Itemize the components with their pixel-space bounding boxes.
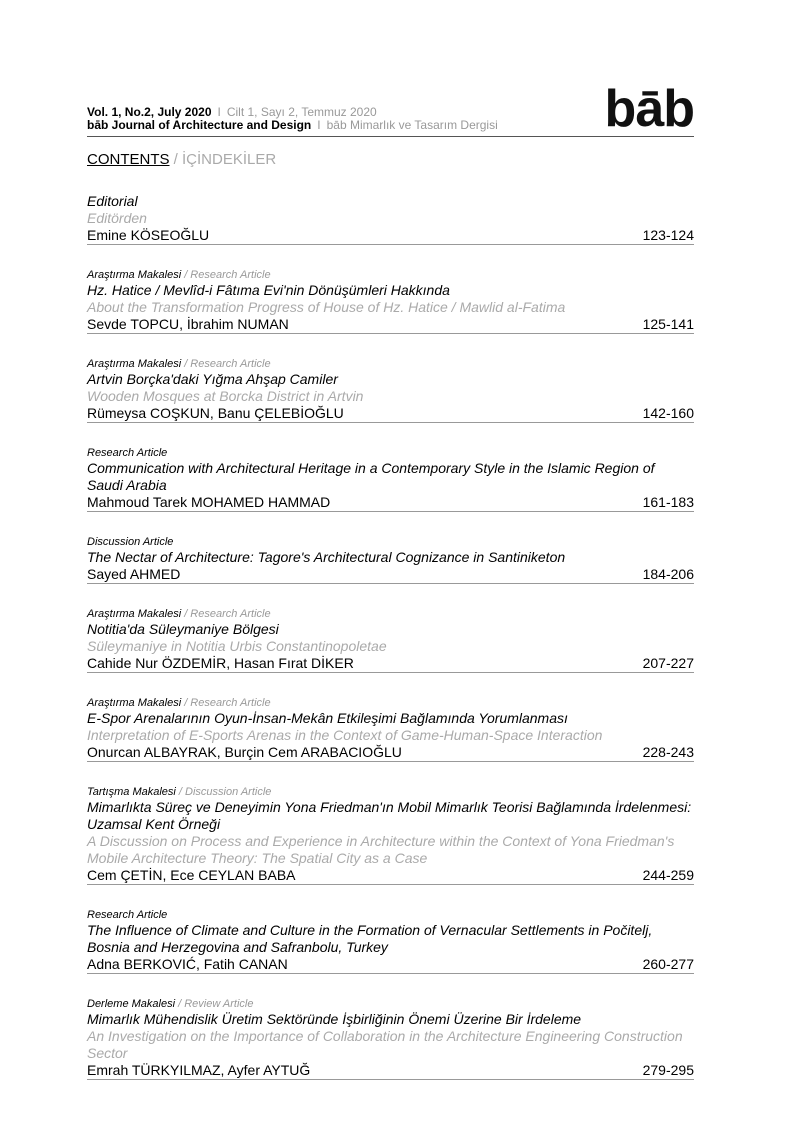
toc-entry[interactable] [87,909,694,974]
entry-title: The Nectar of Architecture: Tagore's Architectural Cognizance in Santiniketon [87,549,566,565]
entry-authors: Rümeysa COŞKUN, Banu ÇELEBİOĞLU [87,405,344,421]
entry-title: Communication with Architectural Heritage in a Contemporary Style in the Islamic Region of Saudi Arabia [87,460,655,493]
toc-entry[interactable] [87,998,694,1080]
toc-entry[interactable] [87,786,694,885]
entry-pages: 123-124 [642,227,694,243]
entry-authors: Cahide Nur ÖZDEMİR, Hasan Fırat DİKER [87,655,354,671]
entry-title: E-Spor Arenalarının Oyun-İnsan-Mekân Etkileşimi Bağlamında Yorumlanması [87,710,568,726]
toc-entry[interactable] [87,358,694,423]
entry-subtitle: About the Transformation Progress of House of Hz. Hatice / Mawlid al-Fatima [87,299,566,315]
entry-authors: Emrah TÜRKYILMAZ, Ayfer AYTUĞ [87,1062,311,1078]
contents-heading-tr: / İÇİNDEKİLER [169,151,277,168]
entry-pages: 184-206 [642,566,694,582]
volume-tr: Cilt 1, Sayı 2, Temmuz 2020 [226,105,377,119]
entry-pages: 228-243 [642,744,694,760]
contents-heading [87,151,276,168]
entry-title: Editorial [87,193,138,209]
journal-header [87,80,694,138]
entry-pages: 142-160 [642,405,694,421]
entry-pages: 125-141 [642,316,694,332]
entry-subtitle: A Discussion on Process and Experience in Architecture within the Context of Yona Friedman's Mobile Architecture Theory: The Spatial City as a Case [87,833,675,866]
toc-entry[interactable] [87,193,694,245]
entry-subtitle: Wooden Mosques at Borcka District in Artvin [87,388,364,404]
entry-pages: 279-295 [642,1062,694,1078]
entry-pages: 244-259 [642,867,694,883]
entry-subtitle: Editörden [87,210,147,226]
entry-authors: Sayed AHMED [87,566,181,582]
toc-entry[interactable] [87,269,694,334]
entry-title: Mimarlık Mühendislik Üretim Sektöründe İşbirliğinin Önemi Üzerine Bir İrdeleme [87,1011,582,1027]
entry-title: Notitia'da Süleymaniye Bölgesi [87,621,279,637]
header-separator: I [217,105,221,119]
entry-authors: Cem ÇETİN, Ece CEYLAN BABA [87,867,296,883]
volume-en: Vol. 1, No.2, July 2020 [87,105,212,119]
entry-pages: 207-227 [642,655,694,671]
toc-list [87,193,694,1104]
entry-type: Research Article [87,909,168,921]
entry-subtitle: An Investigation on the Importance of Collaboration in the Architecture Engineering Construction Sector [87,1028,683,1061]
entry-pages: 260-277 [642,956,694,972]
contents-heading-en: CONTENTS [87,151,170,168]
toc-entry[interactable] [87,697,694,762]
entry-authors: Onurcan ALBAYRAK, Burçin Cem ARABACIOĞLU [87,744,402,760]
entry-subtitle: Süleymaniye in Notitia Urbis Constantinopoletae [87,638,387,654]
entry-authors: Sevde TOPCU, İbrahim NUMAN [87,316,289,332]
toc-entry[interactable] [87,447,694,512]
entry-type: Research Article [87,447,168,459]
entry-type: Araştırma Makalesi / Research Article [87,608,271,620]
entry-type: Derleme Makalesi / Review Article [87,998,254,1010]
entry-type: Tartışma Makalesi / Discussion Article [87,786,272,798]
journal-line [87,119,694,132]
entry-authors: Adna BERKOVIĆ, Fatih CANAN [87,956,288,972]
entry-title: Hz. Hatice / Mevlîd-i Fâtıma Evi'nin Dönüşümleri Hakkında [87,282,450,298]
journal-name-en: bāb Journal of Architecture and Design [87,118,312,132]
entry-pages: 161-183 [642,494,694,510]
entry-title: The Influence of Climate and Culture in the Formation of Vernacular Settlements in Počitelj, Bosnia and Herzegovina and Safranbolu, Turkey [87,922,653,955]
entry-type: Discussion Article [87,536,174,548]
header-separator: I [317,118,321,132]
entry-title: Artvin Borçka'daki Yığma Ahşap Camiler [87,371,338,387]
entry-type: Araştırma Makalesi / Research Article [87,358,271,370]
toc-entry[interactable] [87,536,694,584]
entry-subtitle: Interpretation of E-Sports Arenas in the Context of Game-Human-Space Interaction [87,727,603,743]
entry-authors: Emine KÖSEOĞLU [87,227,210,243]
journal-name-tr: bāb Mimarlık ve Tasarım Dergisi [326,118,498,132]
entry-authors: Mahmoud Tarek MOHAMED HAMMAD [87,494,331,510]
entry-type: Araştırma Makalesi / Research Article [87,697,271,709]
entry-title: Mimarlıkta Süreç ve Deneyimin Yona Friedman'ın Mobil Mimarlık Teorisi Bağlamında İrdelenmesi: Uzamsal Kent Örneği [87,799,692,832]
bab-logo: bāb [604,80,694,138]
toc-entry[interactable] [87,608,694,673]
entry-type: Araştırma Makalesi / Research Article [87,269,271,281]
